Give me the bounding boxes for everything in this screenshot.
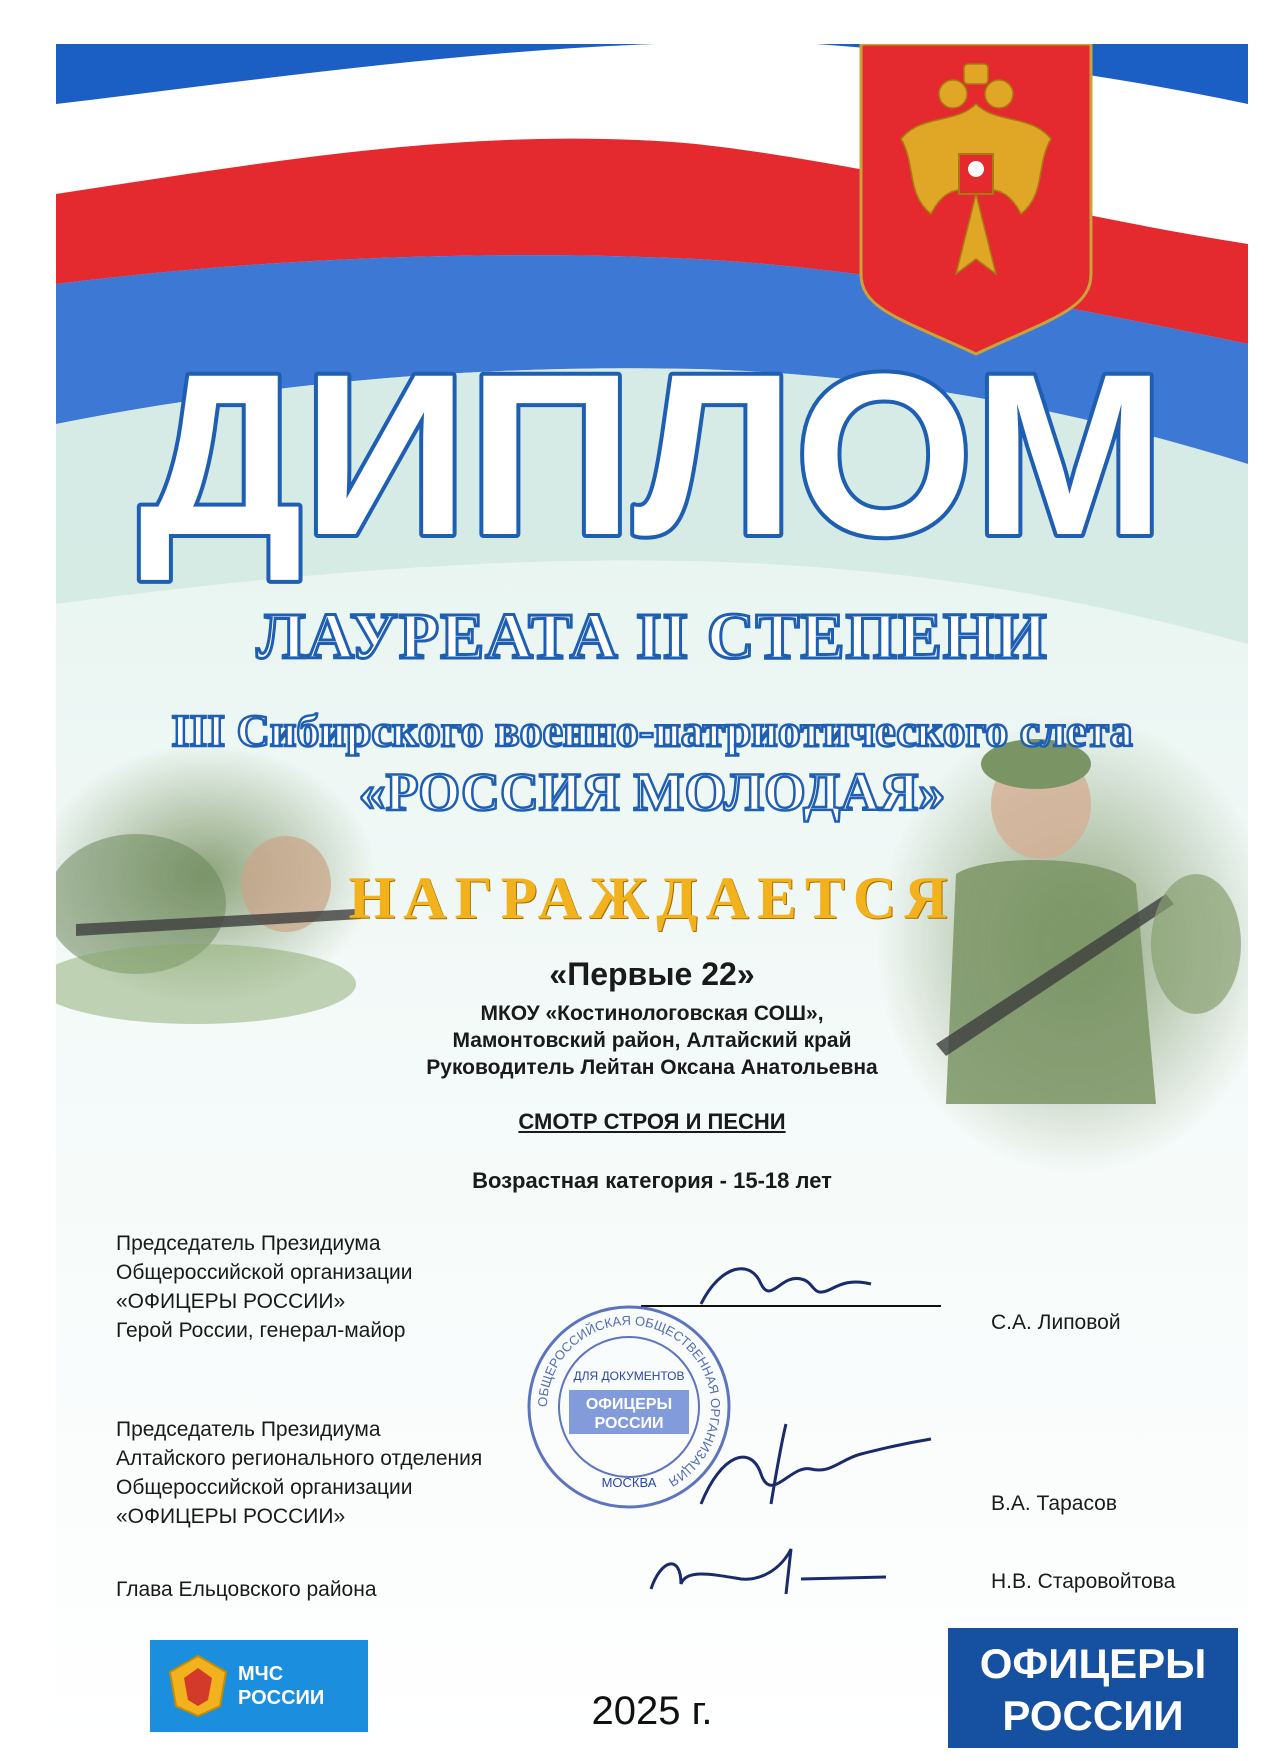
officers-logo-line1: ОФИЦЕРЫ [979,1640,1207,1687]
svg-text:ОФИЦЕРЫ: ОФИЦЕРЫ [585,1396,673,1413]
svg-text:МОСКВА: МОСКВА [601,1475,657,1490]
age-category: Возрастная категория - 15-18 лет [472,1168,832,1193]
leader-name: Руководитель Лейтан Оксана Анатольевна [426,1056,878,1079]
awarded-heading: НАГРАЖДАЕТСЯ [348,865,956,931]
team-name: «Первые 22» [549,956,755,992]
diploma-page [56,44,1248,1750]
signatory-3-role: Глава Ельцовского района [116,1578,377,1601]
title-text: ДИПЛОМ [138,334,1166,583]
event-name-line2: «РОССИЯ МОЛОДАЯ» [358,762,946,822]
organization-stamp [524,1302,734,1512]
region-name: Мамонтовский район, Алтайский край [452,1029,852,1052]
signatory-2-role: Председатель Президиума Алтайского регионального отделения Общероссийской организации «ОФИЦЕРЫ РОССИИ» [116,1418,483,1528]
signature-starovoitova [641,1539,901,1609]
signatory-1-name: С.А. Липовой [991,1311,1121,1334]
signatory-3-name: Н.В. Старовойтова [991,1570,1176,1593]
svg-text:РОССИИ: РОССИИ [594,1415,664,1432]
signatory-2-name: В.А. Тарасов [991,1492,1118,1515]
laureate-degree: ЛАУРЕАТА II СТЕПЕНИ [256,600,1048,673]
nomination: СМОТР СТРОЯ И ПЕСНИ [518,1109,786,1134]
mchs-logo-line2: РОССИИ [238,1687,325,1709]
svg-text:ОБЩЕРОССИЙСКАЯ ОБЩЕСТВЕННАЯ ОР: ОБЩЕРОССИЙСКАЯ ОБЩЕСТВЕННАЯ ОРГАНИЗАЦИЯ [534,1312,724,1490]
officers-logo-line2: РОССИИ [1002,1692,1184,1739]
school-name: МКОУ «Костинологовская СОШ», [480,1002,824,1025]
year: 2025 г. [591,1689,713,1733]
event-name-line1: III Сибирского военно-патриотического слета [171,705,1133,756]
diploma-title [56,334,1248,594]
coat-of-arms [861,44,1091,354]
svg-text:ДЛЯ ДОКУМЕНТОВ: ДЛЯ ДОКУМЕНТОВ [573,1369,685,1383]
signatory-1-role: Председатель Президиума Общероссийской организации «ОФИЦЕРЫ РОССИИ» Герой России, генерал-майор [116,1232,413,1342]
officers-of-russia-logo [948,1628,1238,1748]
mchs-logo-line1: МЧС [238,1663,284,1685]
